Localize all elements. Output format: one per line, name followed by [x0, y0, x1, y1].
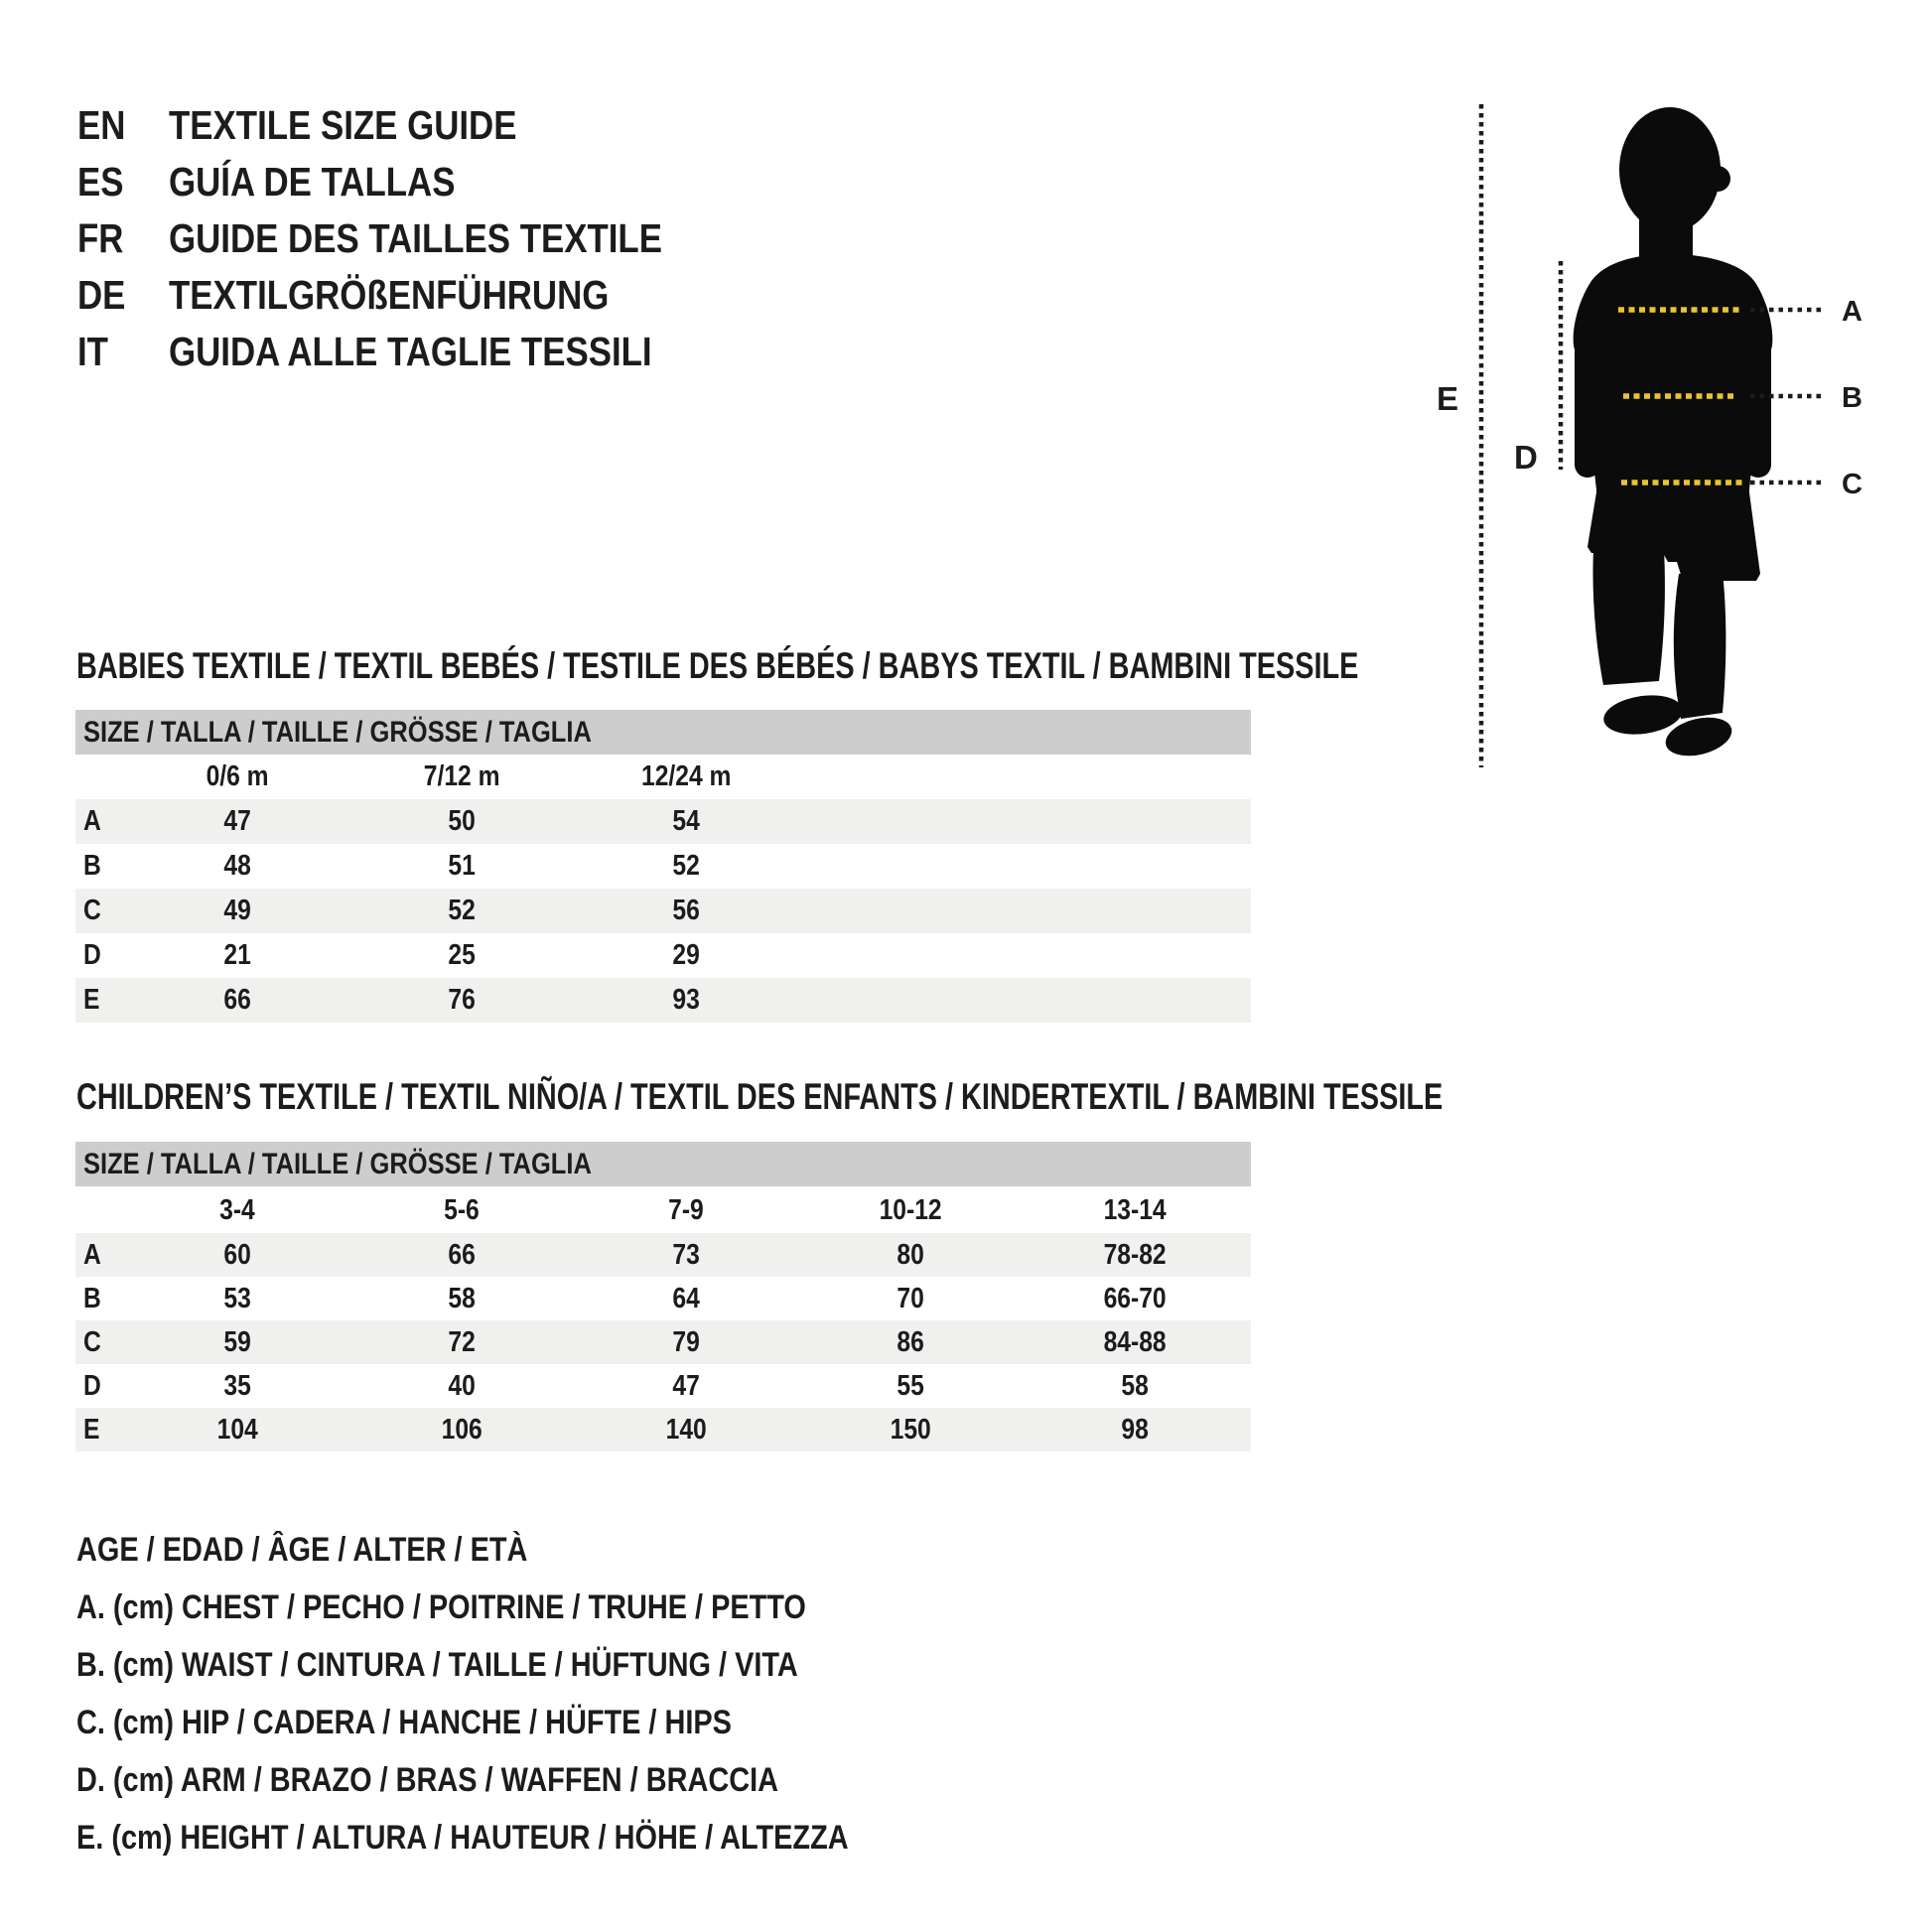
table-row-c	[75, 1320, 1251, 1364]
filler-cell	[1247, 1320, 1251, 1364]
children-size-header-bar: SIZE / TALLA / TAILLE / GRÖSSE / TAGLIA	[75, 1142, 1251, 1186]
children-section-title: CHILDREN’S TEXTILE / TEXTIL NIÑO/A / TEXTIL DES ENFANTS / KINDERTEXTIL / BAMBINI TESSILE	[76, 1076, 1444, 1117]
filler-cell	[1247, 1408, 1251, 1451]
column-header: 5-6	[444, 1194, 480, 1226]
cell: 84-88	[1103, 1325, 1167, 1358]
language-title: GUIDE DES TAILLES TEXTILE	[169, 215, 662, 261]
children-column-header-row	[75, 1188, 1251, 1233]
table-row-a	[75, 799, 1251, 844]
filler-cell	[1247, 1233, 1251, 1277]
filler-cell	[1247, 1277, 1251, 1320]
cell: 52	[672, 850, 700, 882]
column-header: 12/24 m	[640, 760, 732, 792]
table-row-b	[75, 844, 1251, 889]
cell: 66-70	[1103, 1282, 1167, 1314]
label-e: E	[1437, 380, 1459, 417]
cell: 48	[223, 850, 251, 882]
cell: 60	[223, 1238, 251, 1271]
language-row-it	[77, 324, 750, 380]
cell: 25	[448, 939, 476, 971]
cell: 140	[665, 1413, 707, 1446]
cell: 72	[448, 1325, 476, 1358]
cell: 21	[223, 939, 251, 971]
table-row-e	[75, 978, 1251, 1023]
cell: 104	[216, 1413, 258, 1446]
cell: 93	[672, 984, 700, 1016]
label-d: D	[1514, 439, 1538, 476]
column-header: 13-14	[1103, 1194, 1167, 1226]
cell: 49	[223, 895, 251, 926]
filler-cell	[798, 755, 1251, 799]
row-label: A	[83, 1238, 101, 1271]
babies-size-header-bar: SIZE / TALLA / TAILLE / GRÖSSE / TAGLIA	[75, 710, 1251, 755]
cell: 80	[897, 1238, 924, 1271]
legend-line-arm: D. (cm) ARM / BRAZO / BRAS / WAFFEN / BRACCIA	[76, 1761, 778, 1799]
cell: 29	[672, 939, 700, 971]
table-row-a	[75, 1233, 1251, 1277]
cell: 78-82	[1103, 1238, 1167, 1271]
row-label: D	[83, 939, 101, 971]
cell: 98	[1121, 1413, 1149, 1446]
cell: 79	[672, 1325, 700, 1358]
cell: 40	[448, 1369, 476, 1402]
row-label: E	[83, 1413, 100, 1446]
language-title: TEXTILGRÖßENFÜHRUNG	[169, 272, 610, 318]
column-header: 0/6 m	[206, 760, 269, 792]
language-title: GUÍA DE TALLAS	[169, 159, 456, 205]
language-guide-list	[77, 97, 750, 380]
legend-line-age: AGE / EDAD / ÂGE / ALTER / ETÀ	[76, 1531, 528, 1569]
label-b: B	[1842, 382, 1863, 414]
row-label: D	[83, 1369, 101, 1402]
cell: 51	[448, 850, 476, 882]
legend-line-waist: B. (cm) WAIST / CINTURA / TAILLE / HÜFTUNG / VITA	[76, 1646, 798, 1684]
row-label: E	[83, 984, 100, 1016]
cell: 52	[448, 895, 476, 926]
table-row-e	[75, 1408, 1251, 1451]
table-row-d	[75, 933, 1251, 978]
language-title: TEXTILE SIZE GUIDE	[169, 102, 517, 148]
cell: 58	[448, 1282, 476, 1314]
column-header: 7/12 m	[423, 760, 500, 792]
language-title: GUIDA ALLE TAGLIE TESSILI	[169, 329, 652, 374]
cell: 64	[672, 1282, 700, 1314]
language-row-de	[77, 267, 750, 324]
row-label: A	[83, 805, 101, 837]
language-code: DE	[77, 272, 126, 318]
language-row-es	[77, 154, 750, 210]
label-c: C	[1842, 469, 1863, 500]
language-code: EN	[77, 102, 126, 148]
cell: 56	[672, 895, 700, 926]
filler-cell	[1247, 1188, 1251, 1233]
column-header: 10-12	[879, 1194, 942, 1226]
legend-line-hip: C. (cm) HIP / CADERA / HANCHE / HÜFTE / HIPS	[76, 1704, 732, 1741]
corner-cell	[75, 1188, 125, 1233]
language-code: FR	[77, 215, 124, 261]
column-header: 3-4	[219, 1194, 255, 1226]
cell: 58	[1121, 1369, 1149, 1402]
legend-line-chest: A. (cm) CHEST / PECHO / POITRINE / TRUHE / PETTO	[76, 1588, 806, 1626]
babies-size-table	[75, 755, 1251, 1023]
cell: 54	[672, 805, 700, 837]
row-label: B	[83, 850, 101, 882]
language-code: ES	[77, 159, 124, 205]
cell: 55	[897, 1369, 924, 1402]
cell: 70	[897, 1282, 924, 1314]
cell: 53	[223, 1282, 251, 1314]
babies-section-title: BABIES TEXTILE / TEXTIL BEBÉS / TESTILE DES BÉBÉS / BABYS TEXTIL / BAMBINI TESSILE	[76, 645, 1359, 686]
corner-cell	[75, 755, 125, 799]
cell: 106	[441, 1413, 483, 1446]
filler-cell	[1247, 1364, 1251, 1408]
children-size-table	[75, 1188, 1251, 1451]
row-label: B	[83, 1282, 101, 1314]
cell: 76	[448, 984, 476, 1016]
table-row-d	[75, 1364, 1251, 1408]
cell: 47	[223, 805, 251, 837]
babies-column-header-row	[75, 755, 1251, 799]
cell: 66	[448, 1238, 476, 1271]
cell: 86	[897, 1325, 924, 1358]
cell: 59	[223, 1325, 251, 1358]
language-row-en	[77, 97, 750, 154]
language-row-fr	[77, 210, 750, 267]
measurement-legend	[76, 1521, 985, 1866]
filler-cell	[798, 978, 1251, 1023]
cell: 50	[448, 805, 476, 837]
table-row-b	[75, 1277, 1251, 1320]
legend-line-height: E. (cm) HEIGHT / ALTURA / HAUTEUR / HÖHE / ALTEZZA	[76, 1819, 849, 1857]
filler-cell	[798, 889, 1251, 933]
filler-cell	[798, 799, 1251, 844]
cell: 66	[223, 984, 251, 1016]
cell: 35	[223, 1369, 251, 1402]
filler-cell	[798, 844, 1251, 889]
row-label: C	[83, 1325, 101, 1358]
language-code: IT	[77, 329, 108, 374]
cell: 73	[672, 1238, 700, 1271]
row-label: C	[83, 895, 101, 926]
column-header: 7-9	[668, 1194, 704, 1226]
label-a: A	[1842, 296, 1863, 328]
cell: 47	[672, 1369, 700, 1402]
cell: 150	[890, 1413, 931, 1446]
table-row-c	[75, 889, 1251, 933]
filler-cell	[798, 933, 1251, 978]
